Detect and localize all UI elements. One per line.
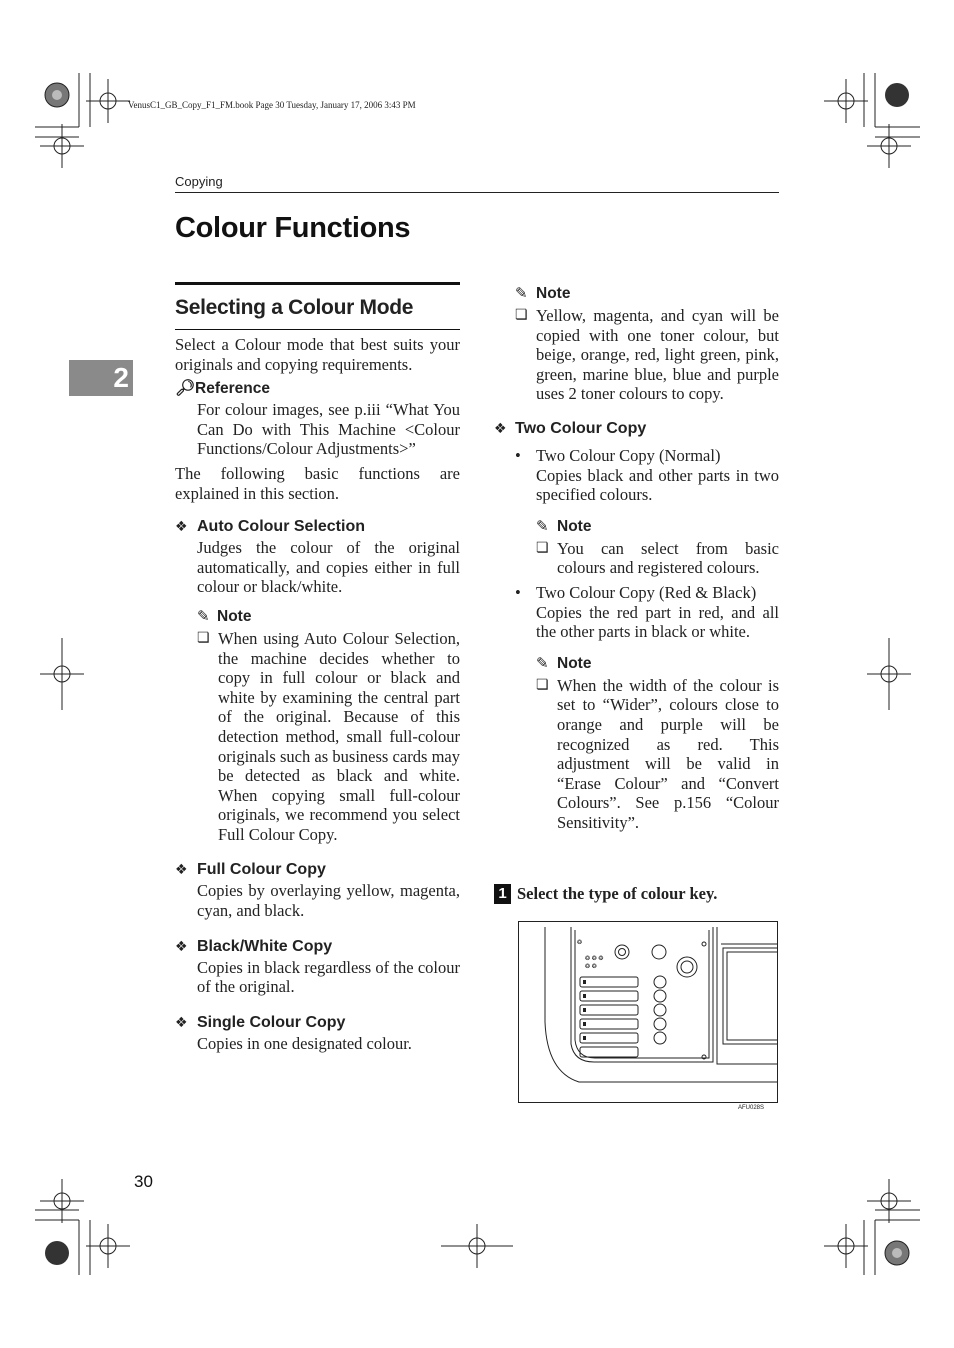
bullet-icon: •	[515, 582, 521, 602]
full-colour-block	[175, 859, 460, 920]
list-item	[515, 583, 779, 642]
note-label: Note	[557, 654, 592, 672]
left-column	[175, 282, 460, 1053]
diamond-bullet-icon: ❖	[175, 1013, 188, 1030]
two-colour-block	[494, 418, 779, 833]
full-colour-heading	[175, 859, 460, 880]
svg-text:❂: ❂	[577, 940, 583, 946]
full-colour-text: Copies by overlaying yellow, magenta, cyan, and black.	[197, 881, 460, 921]
item-text: Copies black and other parts in two specified colours.	[536, 465, 779, 505]
note-item	[197, 629, 460, 845]
pencil-icon: ✎	[536, 654, 549, 672]
reference-block	[175, 379, 460, 459]
note-heading	[515, 284, 779, 304]
svg-text:❂ ❂ ❂: ❂ ❂ ❂	[585, 956, 604, 962]
bw-copy-heading	[175, 936, 460, 957]
diamond-bullet-icon: ❖	[175, 861, 188, 878]
checkbox-icon: ❏	[536, 540, 549, 556]
control-panel-figure	[518, 921, 778, 1103]
svg-text:❂ ❂: ❂ ❂	[585, 964, 597, 970]
note-item	[515, 306, 779, 404]
note-item	[536, 676, 779, 833]
auto-colour-note	[197, 607, 460, 845]
note-label: Note	[557, 517, 592, 535]
two-colour-note-1	[536, 517, 779, 578]
pencil-icon: ✎	[536, 517, 549, 535]
running-header: Copying	[175, 174, 223, 189]
single-colour-text: Copies in one designated colour.	[197, 1033, 412, 1053]
auto-colour-title: Auto Colour Selection	[197, 518, 365, 536]
two-colour-title: Two Colour Copy	[515, 419, 647, 437]
two-colour-heading	[494, 418, 779, 439]
note-text: When the width of the colour is set to “Wider”, colours close to orange and purple will be recognized as red. This adjustment will be valid in “Erase Colour” and “Convert Colours”. See p.156 “Colour Sensitivity”.	[557, 675, 779, 832]
note-label: Note	[536, 285, 571, 302]
full-colour-title: Full Colour Copy	[197, 861, 326, 879]
note-text: When using Auto Colour Selection, the machine decides whether to copy in full colour or black and white by examining the central part of the original. Because of this detection method, small full-colour originals such as business cards may be detected as black and white. When copying small full-colour originals, we recommend you select Full Colour Copy.	[218, 628, 460, 844]
bw-copy-block	[175, 936, 460, 997]
checkbox-icon: ❏	[197, 630, 210, 646]
note-text: You can select from basic colours and registered colours.	[557, 538, 779, 578]
note-label: Note	[217, 607, 252, 625]
section-intro: Select a Colour mode that best suits your originals and copying requirements.	[175, 335, 460, 374]
bullet-icon: •	[515, 445, 521, 465]
page-title: Colour Functions	[175, 212, 411, 244]
chapter-number: 2	[113, 362, 129, 393]
pencil-icon: ✎	[515, 285, 528, 302]
diamond-bullet-icon: ❖	[175, 937, 188, 954]
step-text: Select the type of colour key.	[517, 884, 718, 903]
step-number: 1	[494, 884, 511, 904]
diamond-bullet-icon: ❖	[494, 419, 507, 436]
section-rule-bottom	[175, 329, 460, 330]
item-text: Copies the red part in red, and all the other parts in black or white.	[536, 602, 779, 642]
single-colour-heading	[175, 1012, 460, 1033]
diamond-bullet-icon: ❖	[175, 518, 188, 535]
section-rule-top	[175, 282, 460, 285]
step-1	[494, 884, 784, 904]
section-heading: Selecting a Colour Mode	[175, 296, 414, 319]
item-title: Two Colour Copy (Normal)	[536, 445, 721, 465]
bw-copy-text: Copies in black regardless of the colour of the original.	[197, 957, 460, 997]
bw-copy-title: Black/White Copy	[197, 937, 333, 955]
reference-label: Reference	[195, 380, 270, 398]
right-column	[494, 284, 779, 832]
reference-heading	[175, 379, 460, 399]
magnifier-icon: 🔎︎	[175, 380, 196, 398]
note-text: Yellow, magenta, and cyan will be copied with one toner colour, but beige, orange, red, light green, pink, green, marine blue, blue and purple uses 2 toner colours to copy.	[536, 306, 779, 404]
checkbox-icon: ❏	[515, 308, 528, 323]
control-panel-illustration	[519, 922, 778, 1103]
list-item	[515, 446, 779, 505]
right-note	[515, 284, 779, 404]
checkbox-icon: ❏	[536, 677, 549, 693]
two-colour-note-2	[536, 654, 779, 833]
auto-colour-block	[175, 516, 460, 844]
item-title: Two Colour Copy (Red & Black)	[536, 582, 757, 602]
note-heading	[536, 654, 779, 674]
single-colour-block	[175, 1012, 460, 1054]
page-number: 30	[134, 1172, 153, 1191]
chapter-tab	[69, 360, 133, 396]
basic-functions-text: The following basic functions are explained in this section.	[175, 463, 460, 503]
pencil-icon: ✎	[197, 607, 210, 625]
single-colour-title: Single Colour Copy	[197, 1013, 346, 1031]
note-heading	[536, 517, 779, 537]
figure-code: AFU028S	[738, 1105, 765, 1111]
note-item	[536, 539, 779, 578]
print-header: VenusC1_GB_Copy_F1_FM.book Page 30 Tuesday, January 17, 2006 3:43 PM	[128, 100, 416, 110]
note-heading	[197, 607, 460, 627]
header-rule	[175, 192, 779, 193]
auto-colour-text: Judges the colour of the original automatically, and copies either in full colour or black/white.	[197, 538, 460, 597]
reference-text: For colour images, see p.iii “What You Can Do with This Machine <Colour Functions/Colour Adjustments>”	[197, 400, 460, 459]
auto-colour-heading	[175, 516, 460, 537]
